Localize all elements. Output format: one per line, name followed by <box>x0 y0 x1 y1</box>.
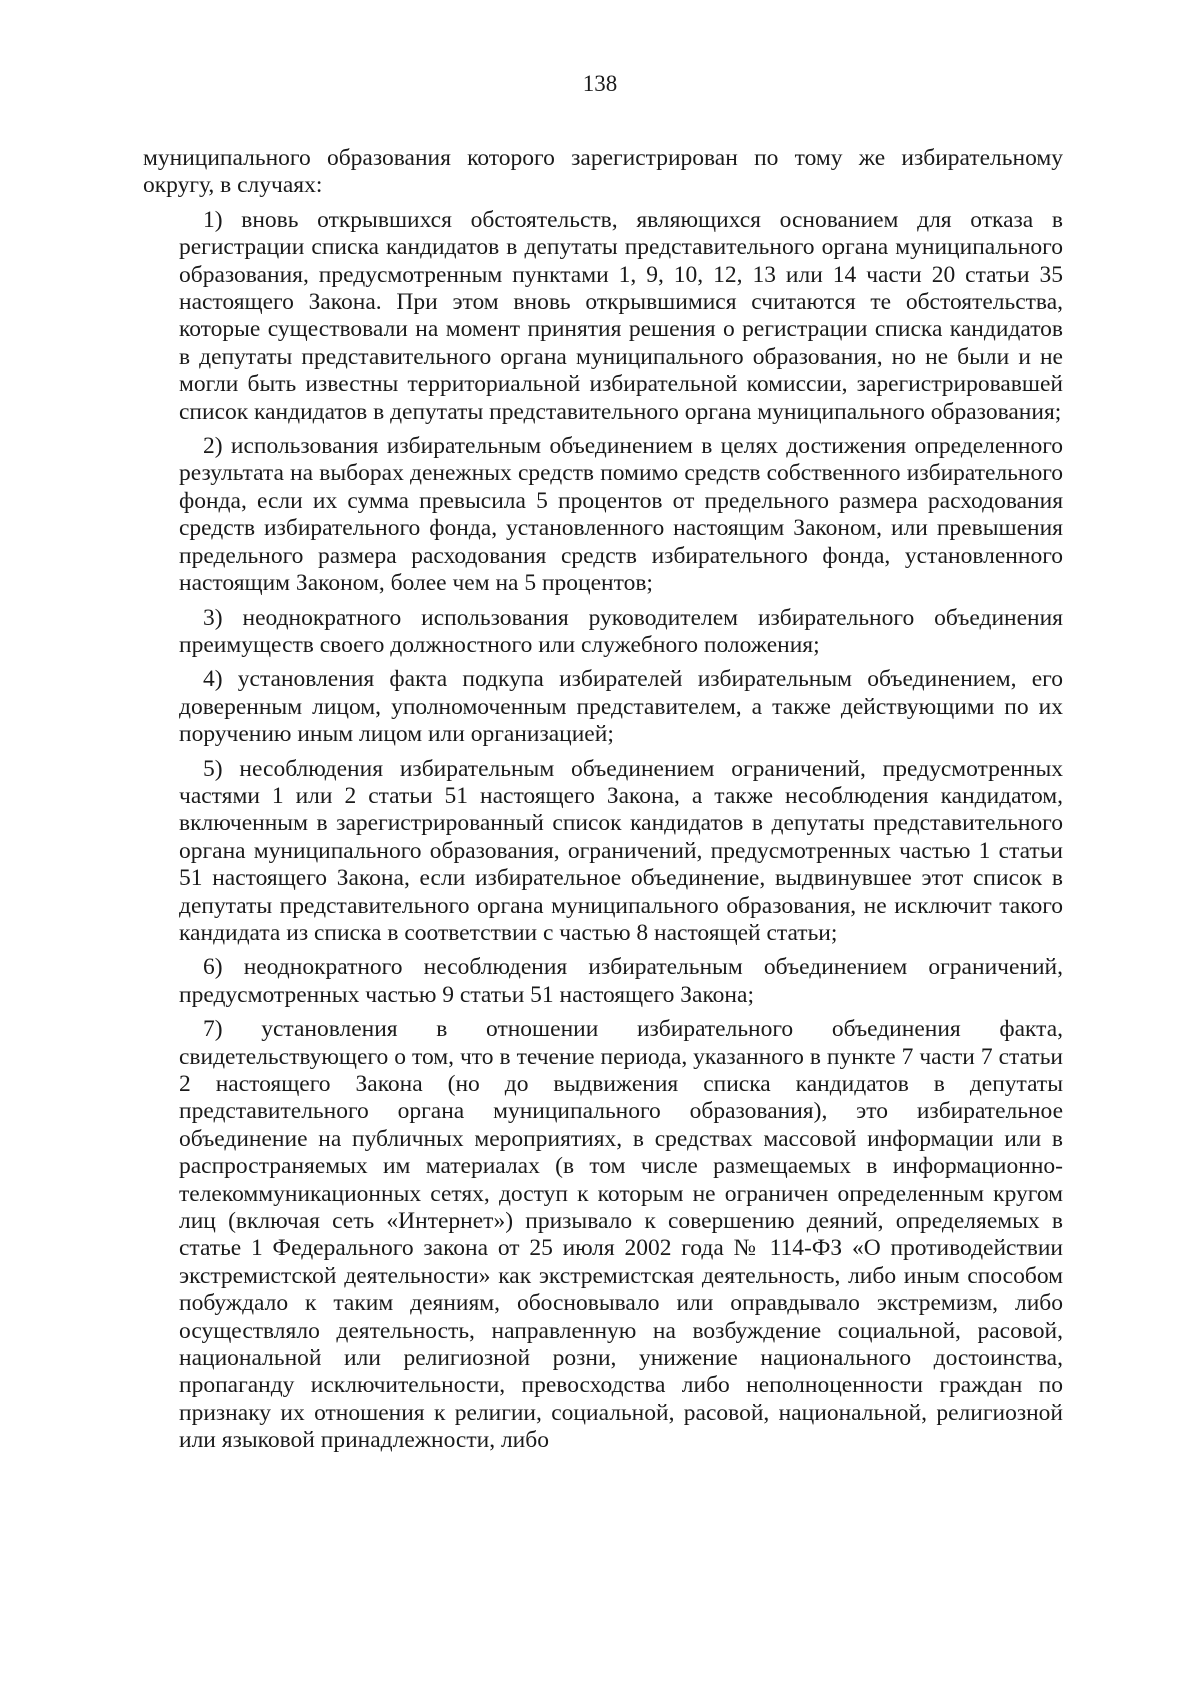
page-number: 138 <box>582 71 618 96</box>
list-item-2: 2) использования избирательным объединением в целях достижения определенного результата на выборах денежных средств помимо средств собственного избирательного фонда, если их сумма превысила 5 процентов от предельного размера расходования средств избирательного фонда, установленного настоящим Законом, или превышения предельного размера расходования средств избирательного фонда, установленного настоящим Законом, более чем на 5 процентов; <box>179 433 1063 597</box>
list-item-3: 3) неоднократного использования руководителем избирательного объединения преимуществ своего должностного или служебного положения; <box>179 604 1063 658</box>
list-item-4: 4) установления факта подкупа избирателей избирательным объединением, его доверенным лицом, уполномоченным представителем, а также действующими по их поручению иным лицом или организацией; <box>179 666 1063 748</box>
list-item-6: 6) неоднократного несоблюдения избирательным объединением ограничений, предусмотренных частью 9 статьи 51 настоящего Закона; <box>179 954 1063 1008</box>
intro-paragraph: муниципального образования которого зарегистрирован по тому же избирательному округу, в случаях: <box>143 145 1063 199</box>
list-item-5: 5) несоблюдения избирательным объединением ограничений, предусмотренных частями 1 или 2 статьи 51 настоящего Закона, а также несоблюдения кандидатом, включенным в зарегистрированный список кандидатов в депутаты представительного органа муниципального образования, ограничений, предусмотренных частью 1 статьи 51 настоящего Закона, если избирательное объединение, выдвинувшее этот список в депутаты представительного органа муниципального образования, не исключит такого кандидата из списка в соответствии с частью 8 настоящей статьи; <box>179 755 1063 946</box>
document-body <box>143 145 1063 1455</box>
list-item-1: 1) вновь открывшихся обстоятельств, являющихся основанием для отказа в регистрации списка кандидатов в депутаты представительного органа муниципального образования, предусмотренным пунктами 1, 9, 10, 12, 13 или 14 части 20 статьи 35 настоящего Закона. При этом вновь открывшимися считаются те обстоятельства, которые существовали на момент принятия решения о регистрации списка кандидатов в депутаты представительного органа муниципального образования, но не были и не могли быть известны территориальной избирательной комиссии, зарегистрировавшей список кандидатов в депутаты представительного органа муниципального образования; <box>179 206 1063 425</box>
list-item-7: 7) установления в отношении избирательного объединения факта, свидетельствующего о том, что в течение периода, указанного в пункте 7 части 7 статьи 2 настоящего Закона (но до выдвижения списка кандидатов в депутаты представительного органа муниципального образования), это избирательное объединение на публичных мероприятиях, в средствах массовой информации или в распространяемых им материалах (в том числе размещаемых в информационно-телекоммуникационных сетях, доступ к которым не ограничен определенным кругом лиц (включая сеть «Интернет») призывало к совершению деяний, определяемых в статье 1 Федерального закона от 25 июля 2002 года № 114-ФЗ «О противодействии экстремистской деятельности» как экстремистская деятельность, либо иным способом побуждало к таким деяниям, обосновывало или оправдывало экстремизм, либо осуществляло деятельность, направленную на возбуждение социальной, расовой, национальной или религиозной розни, унижение национального достоинства, пропаганду исключительности, превосходства либо неполноценности граждан по признаку их отношения к религии, социальной, расовой, национальной, религиозной или языковой принадлежности, либо <box>179 1016 1063 1454</box>
